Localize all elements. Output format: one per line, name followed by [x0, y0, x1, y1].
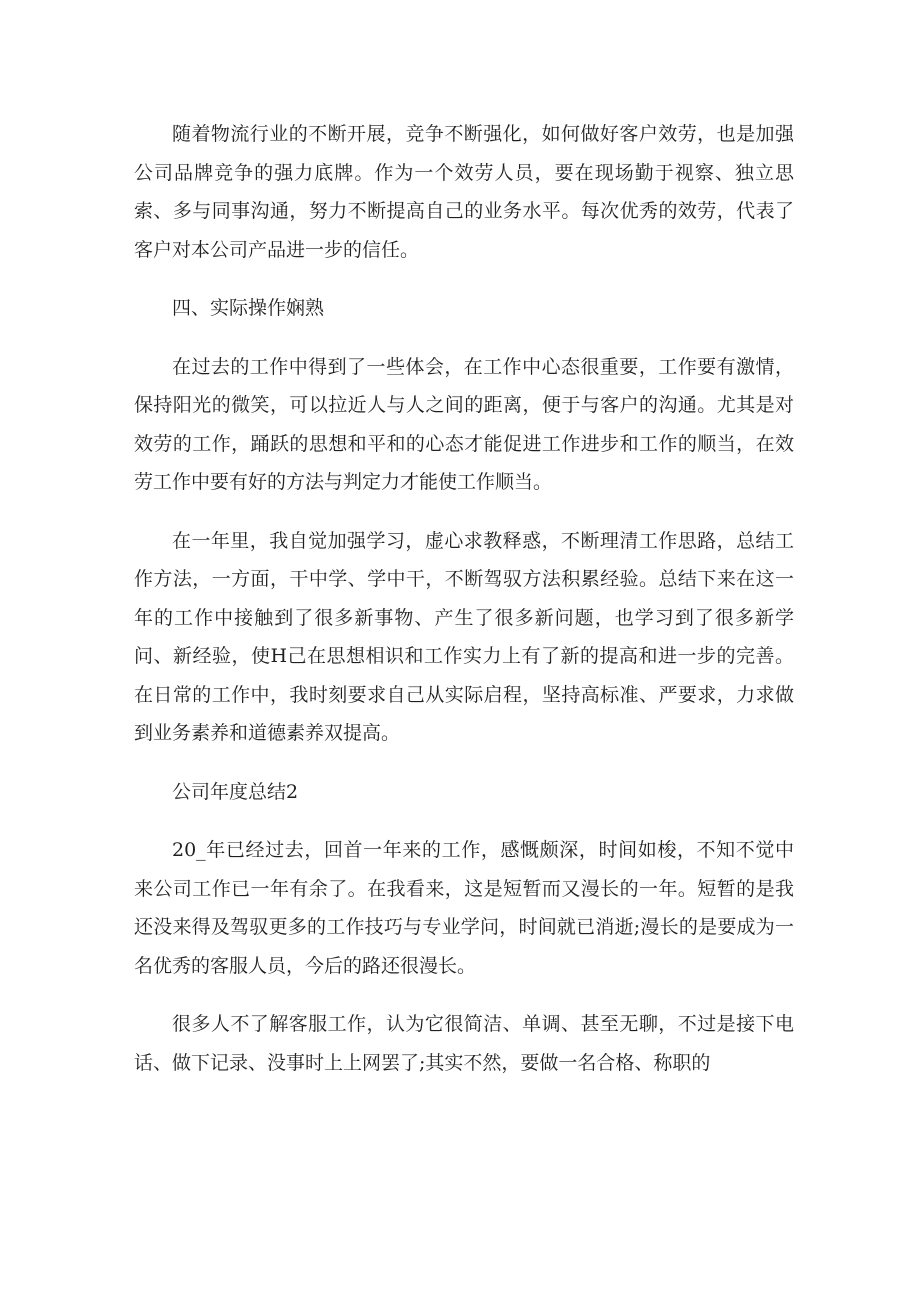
section-heading-annual-summary-2: 公司年度总结2 — [172, 780, 299, 803]
paragraph-yearly-learning: 在一年里，我自觉加强学习，虚心求教释惑，不断理清工作思路，总结工作方法，一方面，干中学、学中干，不断驾驭方法积累经验。总结下来在这一年的工作中接触到了很多新事物、产生了很多新问题，也学习到了很多新学问、新经验，使H己在思想相识和工作实力上有了新的提高和进一步的完善。在日常的工作中，我时刻要求自己从实际启程，坚持高标准、严要求，力求做到业务素养和道德素养双提高。 — [134, 529, 794, 744]
document-body — [134, 115, 794, 1102]
paragraph-customer-service: 随着物流行业的不断开展，竞争不断强化，如何做好客户效劳，也是加强公司品牌竞争的强力底牌。作为一个效劳人员，要在现场勤于视察、独立思索、多与同事沟通，努力不断提高自己的业务水平。每次优秀的效劳，代表了客户对本公司产品进一步的信任。 — [134, 123, 794, 261]
paragraph-customer-service-misconception: 很多人不了解客服工作，认为它很简洁、单调、甚至无聊，不过是接下电话、做下记录、没事时上上网罢了;其实不然，要做一名合格、称职的 — [134, 1013, 794, 1074]
paragraph-work-experience: 在过去的工作中得到了一些体会，在工作中心态很重要，工作要有激情，保持阳光的微笑，可以拉近人与人之间的距离，便于与客户的沟通。尤其是对效劳的工作，踊跃的思想和平和的心态才能促进工作进步和工作的顺当，在效劳工作中要有好的方法与判定力才能使工作顺当。 — [134, 355, 794, 493]
section-heading-practical-operation: 四、实际操作娴熟 — [172, 297, 325, 319]
paragraph-year-review: 20_年已经过去，回首一年来的工作，感慨颇深，时间如梭，不知不觉中来公司工作已一年有余了。在我看来，这是短暂而又漫长的一年。短暂的是我还没来得及驾驭更多的工作技巧与专业学问，时间就已消逝;漫长的是要成为一名优秀的客服人员，今后的路还很漫长。 — [134, 839, 794, 977]
